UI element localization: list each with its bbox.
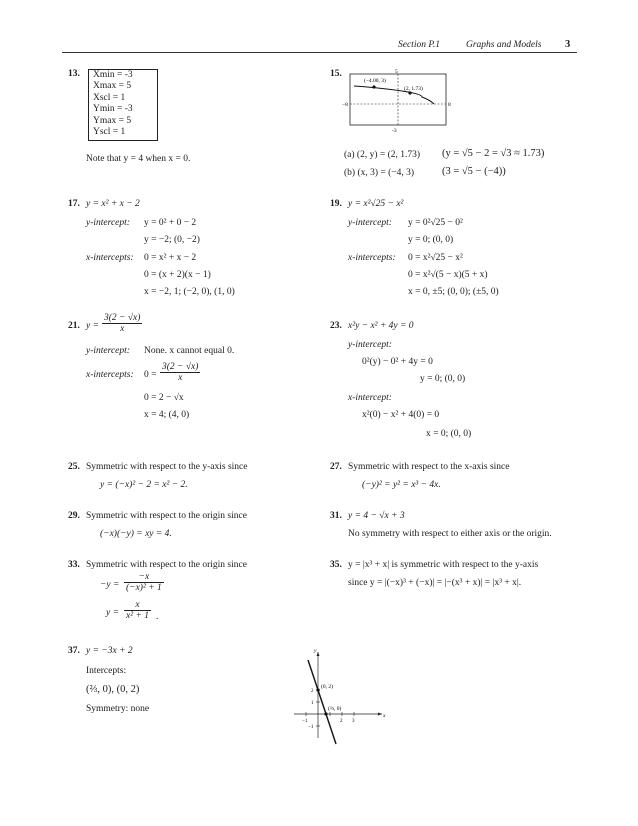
problem-33-fraction-1 <box>124 572 164 593</box>
problem-21-xint-fraction <box>160 362 200 383</box>
section-title: Graphs and Models <box>466 40 542 50</box>
problem-33-fraction-2 <box>124 600 151 621</box>
graph-point-label-2: (2, 1.73) <box>404 86 423 92</box>
problem-37-intercepts: (⅔, 0), (0, 2) <box>86 684 140 695</box>
y-tick-label: 1 <box>311 701 314 706</box>
problem-17-xint-1: 0 = x² + x − 2 <box>144 253 197 263</box>
window-line: Xmax = 5 <box>93 81 132 92</box>
x-axis-label: x <box>383 713 386 719</box>
fraction-numerator: 3(2 − √x) <box>104 313 141 323</box>
problem-19-yint-1: y = 0²√25 − 0² <box>408 218 463 228</box>
problem-27-line-2: (−y)² = y² = x³ − 4x. <box>362 480 441 490</box>
problem-23-number: 23. <box>330 321 342 331</box>
problem-25-number: 25. <box>68 462 80 472</box>
problem-21-number: 21. <box>68 321 80 331</box>
problem-35-line-2: since y = |(−x)³ + (−x)| = |−(x³ + x)| = |x³ + x|. <box>348 578 522 588</box>
window-line: Xmin = -3 <box>93 70 133 80</box>
problem-25-line-1: Symmetric with respect to the y-axis since <box>86 462 248 472</box>
problem-15b: (b) (x, 3) = (−4, 3) <box>344 168 415 178</box>
problem-31-line-2: No symmetry with respect to either axis or the origin. <box>348 529 552 539</box>
x-tick-label: −1 <box>302 719 308 724</box>
problem-19-equation: y = x²√25 − x² <box>348 199 404 209</box>
problem-15a-check: (y = √5 − 2 = √3 ≈ 1.73) <box>442 148 545 159</box>
problem-27-number: 27. <box>330 462 342 472</box>
problem-23-yint-2: y = 0; (0, 0) <box>420 374 466 384</box>
fraction-denominator: x <box>178 373 183 383</box>
problem-29-number: 29. <box>68 511 80 521</box>
problem-23-yint-1: 0²(y) − 0² + 4y = 0 <box>362 357 433 367</box>
window-line: Ymax = 5 <box>93 115 132 126</box>
y-tick-label: 2 <box>311 689 314 694</box>
problem-37-graph <box>286 646 390 750</box>
window-settings-box <box>88 69 158 141</box>
problem-23-equation: x²y − x² + 4y = 0 <box>348 321 414 331</box>
problem-13-number: 13. <box>68 69 80 79</box>
fraction-numerator: 3(2 − √x) <box>162 362 199 372</box>
problem-21-fraction <box>102 313 142 334</box>
fraction-denominator: x <box>120 324 125 334</box>
problem-23-xint-2: x = 0; (0, 0) <box>426 429 472 439</box>
problem-23-yint-label: y-intercept: <box>348 340 392 350</box>
problem-37-symmetry: Symmetry: none <box>86 704 150 714</box>
problem-15-graph <box>342 66 454 134</box>
problem-33-period: . <box>156 612 159 622</box>
graph-point-label-1: (−4.00, 3) <box>364 78 386 84</box>
window-line: Ymin = -3 <box>93 104 133 115</box>
x-intercept-label: (⅔, 0) <box>328 706 342 712</box>
problem-33-lhs-1: −y = <box>100 580 120 590</box>
point-x-intercept <box>324 712 327 715</box>
problem-37-intercepts-label: Intercepts: <box>86 666 127 676</box>
header-divider <box>62 52 577 53</box>
graph-xmin-label: −8 <box>342 102 348 108</box>
fraction-numerator: x <box>124 600 151 611</box>
problem-19-xint-2: 0 = x²√(5 − x)(5 + x) <box>408 270 488 280</box>
graph-xmax-label: 8 <box>448 102 451 108</box>
window-line: Yscl = 1 <box>93 127 126 138</box>
x-tick-label: 2 <box>340 719 343 724</box>
problem-33-line-1: Symmetric with respect to the origin since <box>86 560 247 570</box>
problem-19-xint-3: x = 0, ±5; (0, 0); (±5, 0) <box>408 287 499 297</box>
problem-19-number: 19. <box>330 199 342 209</box>
problem-19-xint-1: 0 = x²√25 − x² <box>408 253 463 263</box>
point-y-intercept <box>316 688 319 691</box>
problem-19-yint-2: y = 0; (0, 0) <box>408 235 454 245</box>
problem-29-line-2: (−x)(−y) = xy = 4. <box>100 529 172 539</box>
problem-17-yint-1: y = 0² + 0 − 2 <box>144 218 197 228</box>
problem-27-line-1: Symmetric with respect to the x-axis since <box>348 462 510 472</box>
graph-ymax-label: 5 <box>395 69 398 75</box>
y-intercept-label: (0, 2) <box>321 684 333 690</box>
problem-35-number: 35. <box>330 560 342 570</box>
problem-35-line-1: y = |x³ + x| is symmetric with respect to the y-axis <box>348 560 539 570</box>
problem-37-equation: y = −3x + 2 <box>86 646 133 656</box>
problem-21-xint-2: 0 = 2 − √x <box>144 393 184 403</box>
problem-33-number: 33. <box>68 560 80 570</box>
problem-25-line-2: y = (−x)² − 2 = x² − 2. <box>100 480 188 490</box>
fraction-denominator: x² + 1 <box>126 611 149 621</box>
problem-21-lhs: y = <box>86 321 100 331</box>
problem-37-number: 37. <box>68 646 80 656</box>
problem-15b-check: (3 = √5 − (−4)) <box>442 166 506 177</box>
problem-21-yint-label: y-intercept: <box>86 346 130 356</box>
problem-31-line-1: y = 4 − √x + 3 <box>348 511 405 521</box>
fraction-numerator: −x <box>124 572 164 583</box>
problem-21-xint-lhs: 0 = <box>144 370 157 380</box>
problem-17-yint-label: y-intercept: <box>86 218 130 228</box>
page-number: 3 <box>565 39 571 50</box>
problem-21-yint: None. x cannot equal 0. <box>144 346 235 356</box>
problem-17-xint-label: x-intercepts: <box>86 253 134 263</box>
problem-17-xint-2: 0 = (x + 2)(x − 1) <box>144 270 211 280</box>
problem-19-xint-label: x-intercepts: <box>348 253 396 263</box>
y-axis-label: y <box>314 648 317 654</box>
window-line: Xscl = 1 <box>93 92 126 103</box>
x-tick-label: 3 <box>352 719 355 724</box>
problem-23-xint-label: x-intercept: <box>348 393 392 403</box>
y-tick-label: −1 <box>308 725 314 730</box>
problem-17-yint-2: y = −2; (0, −2) <box>144 235 200 245</box>
graph-ymin-label: -3 <box>392 128 397 134</box>
section-label: Section P.1 <box>398 40 441 50</box>
problem-15a: (a) (2, y) = (2, 1.73) <box>344 150 421 160</box>
problem-17-xint-3: x = −2, 1; (−2, 0), (1, 0) <box>144 287 235 297</box>
problem-17-equation: y = x² + x − 2 <box>86 199 140 209</box>
problem-17-number: 17. <box>68 199 80 209</box>
fraction-denominator: (−x)² + 1 <box>126 583 162 593</box>
problem-21-xint-label: x-intercepts: <box>86 370 134 380</box>
x-axis-arrow-icon <box>378 713 382 716</box>
problem-19-yint-label: y-intercept: <box>348 218 392 228</box>
point-a <box>372 85 375 88</box>
y-axis-arrow-icon <box>317 652 320 656</box>
problem-29-line-1: Symmetric with respect to the origin since <box>86 511 247 521</box>
problem-33-lhs-2: y = <box>106 608 120 618</box>
problem-15-number: 15. <box>330 69 342 79</box>
problem-21-xint-3: x = 4; (4, 0) <box>144 410 190 420</box>
problem-31-number: 31. <box>330 511 342 521</box>
problem-23-xint-1: x²(0) − x² + 4(0) = 0 <box>362 410 440 420</box>
problem-13-note: Note that y = 4 when x = 0. <box>86 154 191 164</box>
